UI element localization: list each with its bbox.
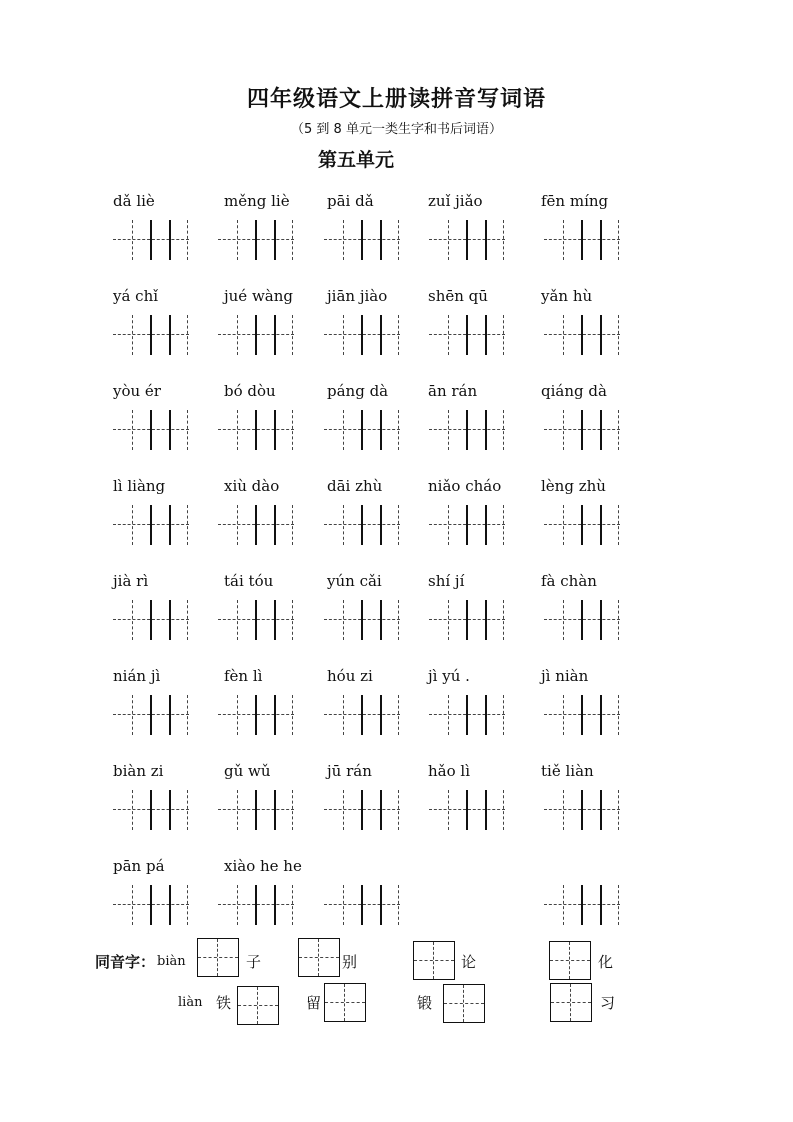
pinyin-word: lì liàng — [113, 477, 166, 495]
pinyin-word: xiù dào — [224, 477, 280, 495]
writing-grid[interactable] — [324, 315, 400, 355]
pinyin-word: fèn lì — [224, 667, 263, 685]
pinyin-word: páng dà — [327, 382, 389, 400]
write-box[interactable] — [237, 986, 279, 1025]
writing-grid[interactable] — [324, 695, 400, 735]
pinyin-word: dǎ liè — [113, 192, 155, 210]
homophone-char: 别 — [342, 953, 358, 971]
pinyin-word: xiào he he — [224, 857, 302, 875]
homophone-char: 化 — [598, 953, 614, 971]
writing-grid[interactable] — [218, 315, 294, 355]
homophone-char: 锻 — [417, 994, 433, 1012]
writing-grid[interactable] — [324, 505, 400, 545]
pinyin-word: qiáng dà — [541, 382, 607, 400]
writing-grid[interactable] — [113, 220, 189, 260]
homophone-pinyin-bian: biàn — [157, 954, 186, 969]
pinyin-word: yòu ér — [113, 382, 161, 400]
writing-grid[interactable] — [113, 505, 189, 545]
writing-grid[interactable] — [113, 410, 189, 450]
pinyin-word: lèng zhù — [541, 477, 606, 495]
homophone-char: 留 — [306, 994, 322, 1012]
pinyin-word: niǎo cháo — [428, 477, 502, 495]
writing-grid[interactable] — [218, 885, 294, 925]
writing-grid[interactable] — [324, 600, 400, 640]
writing-grid[interactable] — [544, 220, 620, 260]
homophone-label: 同音字： — [95, 953, 156, 971]
pinyin-word: jué wàng — [224, 287, 294, 305]
writing-grid[interactable] — [429, 410, 505, 450]
write-box[interactable] — [324, 983, 366, 1022]
pinyin-word: bó dòu — [224, 382, 276, 400]
write-box[interactable] — [550, 983, 592, 1022]
writing-grid[interactable] — [324, 410, 400, 450]
pinyin-word: jì yú . — [428, 667, 470, 685]
writing-grid[interactable] — [113, 885, 189, 925]
pinyin-word: yún cǎi — [327, 572, 382, 590]
writing-grid[interactable] — [429, 695, 505, 735]
pinyin-word: gǔ wǔ — [224, 762, 271, 780]
writing-grid[interactable] — [429, 600, 505, 640]
homophone-char: 习 — [600, 994, 616, 1012]
pinyin-word: fà chàn — [541, 572, 597, 590]
writing-grid[interactable] — [113, 600, 189, 640]
write-box[interactable] — [298, 938, 340, 977]
writing-grid[interactable] — [544, 315, 620, 355]
pinyin-word: dāi zhù — [327, 477, 383, 495]
writing-grid[interactable] — [544, 790, 620, 830]
writing-grid[interactable] — [324, 790, 400, 830]
writing-grid[interactable] — [218, 220, 294, 260]
writing-grid[interactable] — [218, 410, 294, 450]
writing-grid[interactable] — [429, 315, 505, 355]
pinyin-word: biàn zi — [113, 762, 164, 780]
writing-grid[interactable] — [544, 505, 620, 545]
writing-grid[interactable] — [544, 885, 620, 925]
page-subtitle: （5 到 8 单元一类生字和书后词语） — [291, 122, 502, 137]
pinyin-word: tiě liàn — [541, 762, 594, 780]
writing-grid[interactable] — [429, 790, 505, 830]
pinyin-word: hǎo lì — [428, 762, 470, 780]
page-title: 四年级语文上册读拼音写词语 — [246, 87, 546, 112]
write-box[interactable] — [549, 941, 591, 980]
pinyin-word: yǎn hù — [541, 287, 593, 305]
homophone-char: 子 — [246, 953, 262, 971]
writing-grid[interactable] — [218, 600, 294, 640]
writing-grid[interactable] — [218, 790, 294, 830]
writing-grid[interactable] — [218, 505, 294, 545]
pinyin-word: shí jí — [428, 572, 465, 590]
write-box[interactable] — [413, 941, 455, 980]
pinyin-word: fēn míng — [541, 192, 609, 210]
pinyin-word: jì niàn — [541, 667, 589, 685]
pinyin-word: ān rán — [428, 382, 478, 400]
writing-grid[interactable] — [429, 505, 505, 545]
unit-title: 第五单元 — [318, 149, 395, 171]
writing-grid[interactable] — [324, 885, 400, 925]
write-box[interactable] — [443, 984, 485, 1023]
writing-grid[interactable] — [218, 695, 294, 735]
writing-grid[interactable] — [113, 695, 189, 735]
homophone-pinyin-lian: liàn — [178, 995, 203, 1010]
writing-grid[interactable] — [544, 600, 620, 640]
pinyin-word: yá chǐ — [113, 287, 159, 305]
pinyin-word: jiān jiào — [327, 287, 388, 305]
writing-grid[interactable] — [544, 695, 620, 735]
pinyin-word: pān pá — [113, 857, 165, 875]
writing-grid[interactable] — [324, 220, 400, 260]
writing-grid[interactable] — [113, 315, 189, 355]
writing-grid[interactable] — [113, 790, 189, 830]
pinyin-word: jū rán — [327, 762, 372, 780]
pinyin-word: hóu zi — [327, 667, 373, 685]
pinyin-word: zuǐ jiǎo — [428, 192, 483, 210]
homophone-char: 铁 — [216, 994, 232, 1012]
homophone-char: 论 — [461, 953, 477, 971]
writing-grid[interactable] — [429, 220, 505, 260]
pinyin-word: pāi dǎ — [327, 192, 374, 210]
pinyin-word: jià rì — [113, 572, 149, 590]
writing-grid[interactable] — [544, 410, 620, 450]
pinyin-word: měng liè — [224, 192, 290, 210]
pinyin-word: shēn qū — [428, 287, 488, 305]
pinyin-word: nián jì — [113, 667, 161, 685]
pinyin-word: tái tóu — [224, 572, 274, 590]
write-box[interactable] — [197, 938, 239, 977]
